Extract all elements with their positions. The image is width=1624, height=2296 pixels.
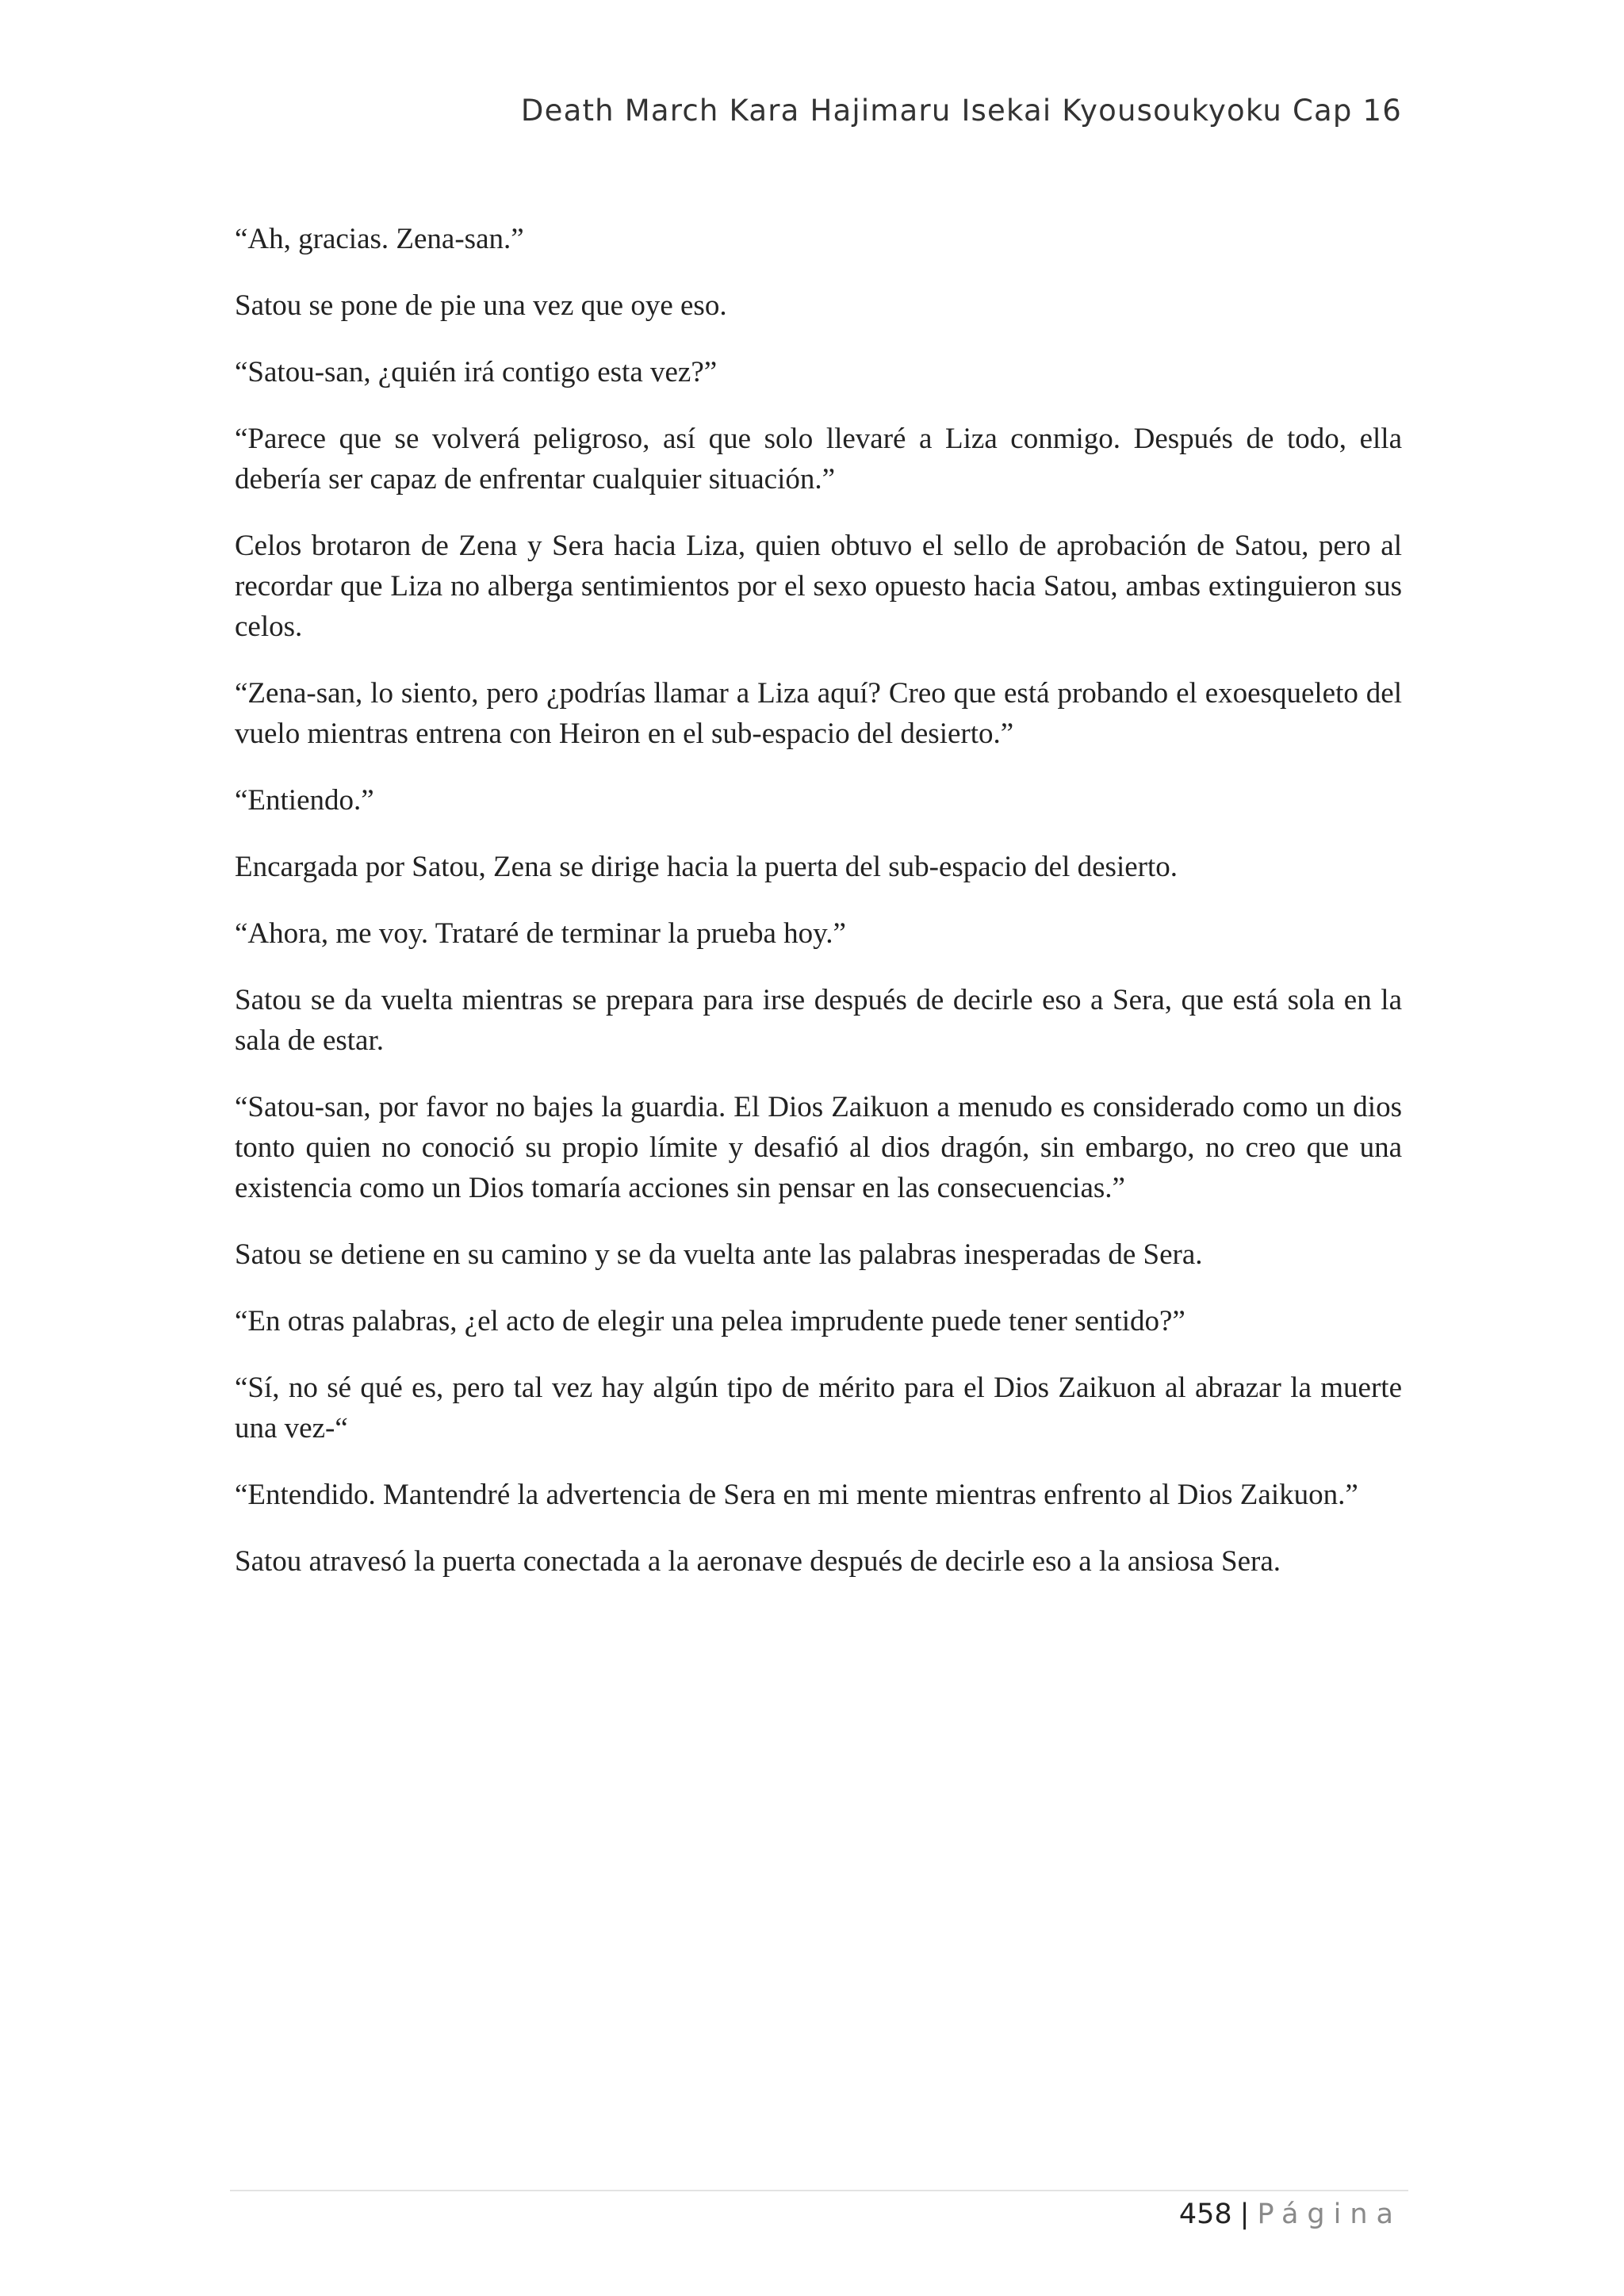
paragraph: “Sí, no sé qué es, pero tal vez hay algún tipo de mérito para el Dios Zaikuon al abrazar la muerte una vez-“ xyxy=(235,1372,1402,1445)
paragraph: “Zena-san, lo siento, pero ¿podrías llamar a Liza aquí? Creo que está probando el exoesqueleto del vuelo mientras entrena con Heiron en el sub-espacio del desierto.” xyxy=(235,677,1402,750)
running-header: Death March Kara Hajimaru Isekai Kyousoukyoku Cap 16 xyxy=(520,94,1402,128)
paragraph: Satou atravesó la puerta conectada a la aeronave después de decirle eso a la ansiosa Sera. xyxy=(235,1545,1281,1578)
page-label: Página xyxy=(1257,2198,1402,2230)
paragraph: “Ah, gracias. Zena-san.” xyxy=(235,223,524,255)
paragraph: “Satou-san, ¿quién irá contigo esta vez?” xyxy=(235,356,718,388)
footer-separator: | xyxy=(1239,2198,1250,2230)
paragraph: “Entiendo.” xyxy=(235,784,374,817)
paragraph: Satou se da vuelta mientras se prepara para irse después de decirle eso a Sera, que está sola en la sala de estar. xyxy=(235,984,1402,1057)
paragraph: “Parece que se volverá peligroso, así que solo llevaré a Liza conmigo. Después de todo, ella debería ser capaz de enfrentar cualquier situación.” xyxy=(235,423,1402,496)
page-footer xyxy=(235,2195,1402,2234)
paragraph: “Entendido. Mantendré la advertencia de Sera en mi mente mientras enfrento al Dios Zaikuon.” xyxy=(235,1479,1358,1511)
paragraph: “Ahora, me voy. Trataré de terminar la prueba hoy.” xyxy=(235,917,846,950)
paragraph: “En otras palabras, ¿el acto de elegir una pelea imprudente puede tener sentido?” xyxy=(235,1305,1185,1337)
paragraph: Satou se pone de pie una vez que oye eso. xyxy=(235,289,727,322)
paragraph: Celos brotaron de Zena y Sera hacia Liza, quien obtuvo el sello de aprobación de Satou, pero al recordar que Liza no alberga sentimientos por el sexo opuesto hacia Satou, ambas extinguieron sus celos. xyxy=(235,530,1402,643)
footer-divider xyxy=(230,2190,1408,2191)
paragraph: Encargada por Satou, Zena se dirige hacia la puerta del sub-espacio del desierto. xyxy=(235,851,1178,883)
chapter-body xyxy=(235,219,1402,1608)
page-number: 458 xyxy=(1178,2198,1232,2230)
paragraph: Satou se detiene en su camino y se da vuelta ante las palabras inesperadas de Sera. xyxy=(235,1238,1203,1271)
paragraph: “Satou-san, por favor no bajes la guardia. El Dios Zaikuon a menudo es considerado como un dios tonto quien no conoció su propio límite y desafió al dios dragón, sin embargo, no creo que una existencia como un Dios tomaría acciones sin pensar en las consecuencias.” xyxy=(235,1091,1402,1204)
